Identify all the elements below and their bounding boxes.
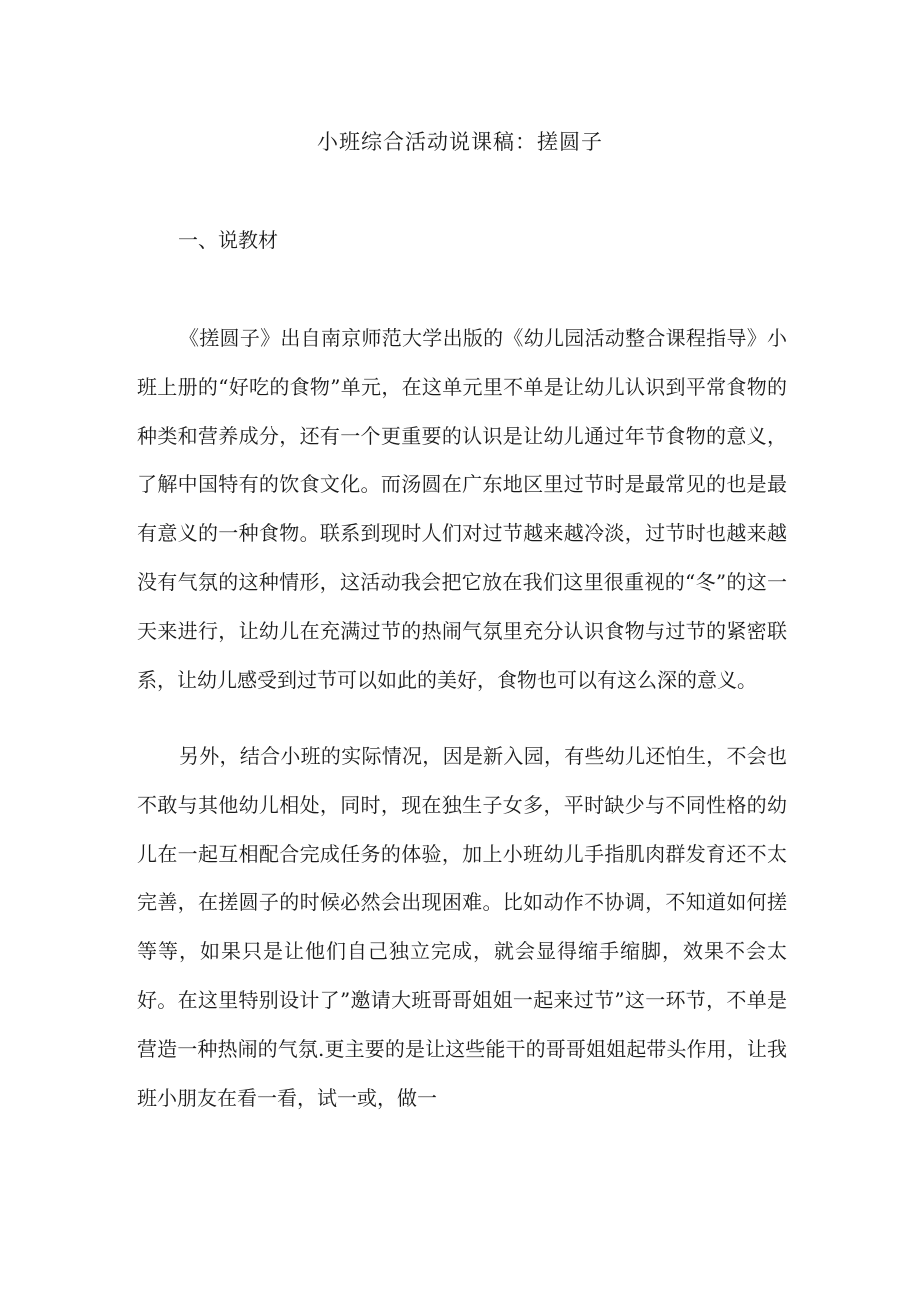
paragraph-1: 《搓圆子》出自南京师范大学出版的《幼儿园活动整合课程指导》小班上册的“好吃的食物”单元，在这单元里不单是让幼儿认识到平常食物的种类和营养成分，还有一个更重要的认识是让幼儿通过年节食物的意义，了解中国特有的饮食文化。而汤圆在广东地区里过节时是最常见的也是最有意义的一种食物。联系到现时人们对过节越来越冷淡，过节时也越来越没有气氛的这种情形，这活动我会把它放在我们这里很重视的“冬”的这一天来进行，让幼儿在充满过节的热闹气氛里充分认识食物与过节的紧密联系，让幼儿感受到过节可以如此的美好，食物也可以有这么深的意义。 bbox=[137, 326, 787, 692]
paragraph-2: 另外，结合小班的实际情况，因是新入园，有些幼儿还怕生，不会也不敢与其他幼儿相处，同时，现在独生子女多，平时缺少与不同性格的幼儿在一起互相配合完成任务的体验，加上小班幼儿手指肌肉群发育还不太完善，在搓圆子的时候必然会出现困难。比如动作不协调，不知道如何搓等等，如果只是让他们自己独立完成，就会显得缩手缩脚，效果不会太好。在这里特别设计了”邀请大班哥哥姐姐一起来过节”这一环节，不单是营造一种热闹的气氛.更主要的是让这些能干的哥哥姐姐起带头作用，让我班小朋友在看一看，试一或，做一 bbox=[137, 744, 787, 1110]
document-title: 小班综合活动说课稿：搓圆子 bbox=[317, 130, 603, 154]
section-heading: 一、说教材 bbox=[178, 228, 278, 252]
